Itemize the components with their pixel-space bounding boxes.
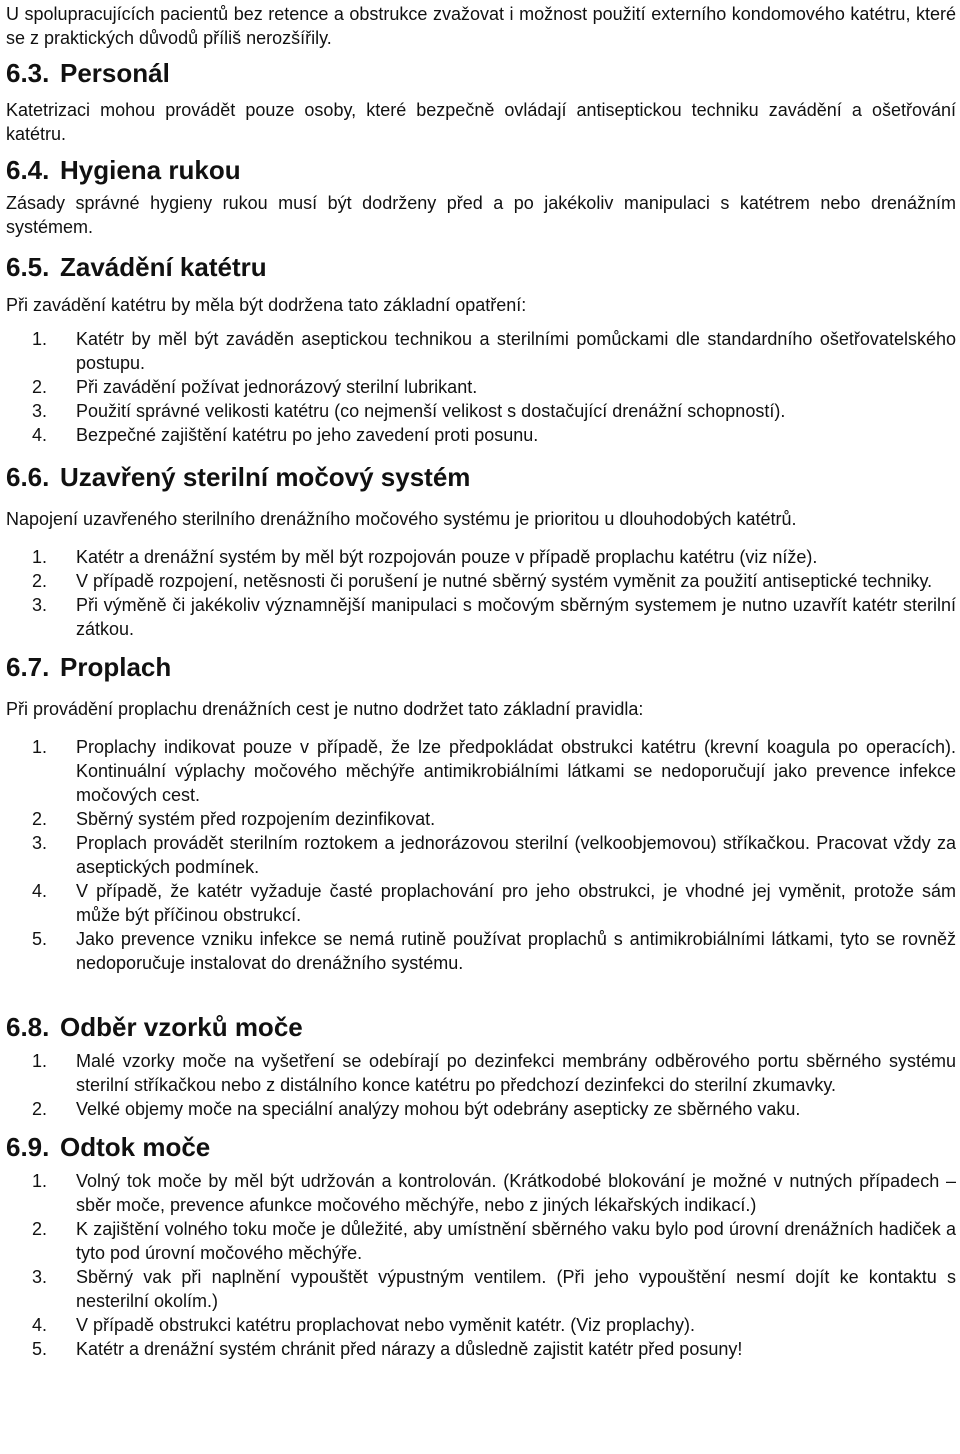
list-number: 1. [32,1051,48,1071]
list-number: 2. [32,377,48,397]
section-number: 6.6. [6,462,50,492]
section-title: Personál [60,58,170,88]
list-text: K zajištění volného toku moče je důležité, aby umístnění sběrného vaku bylo pod úrovní drenážních hadiček a tyto pod úrovní močového měchýře. [76,1219,956,1263]
list-number: 5. [32,929,48,949]
list-item [6,399,956,423]
list-item [6,735,956,807]
list-text: Při výměně či jakékoliv významnější manipulaci s močovým sběrným systemem je nutno uzavřít katétr sterilní zátkou. [76,595,956,639]
list-item [6,1217,956,1265]
list-number: 1. [32,547,48,567]
section-number: 6.5. [6,252,50,282]
list-number: 3. [32,401,48,421]
heading-6-5 [6,251,956,283]
section-title: Hygiena rukou [60,155,241,185]
list-number: 3. [32,1267,48,1287]
list-text: Katétr by měl být zaváděn aseptickou technikou a sterilními pomůckami dle standardního ošetřovatelského postupu. [76,329,956,373]
section-number: 6.3. [6,58,50,88]
document-page [6,0,956,1361]
section-6-8-list [6,1049,956,1121]
list-text: Sběrný systém před rozpojením dezinfikovat. [76,809,436,829]
list-text: Při zavádění požívat jednorázový sterilní lubrikant. [76,377,478,397]
section-6-5-intro: Při zavádění katétru by měla být dodržena tato základní opatření: [6,295,527,315]
list-text: Proplachy indikovat pouze v případě, že lze předpokládat obstrukci katétru (krevní koagula po operacích). Kontinuální výplachy močového měchýře antimikrobiálními látkami se nedoporučují jako prevence infekce močových cest. [76,737,956,805]
list-text: V případě obstrukci katétru proplachovat nebo vyměnit katétr. (Viz proplachy). [76,1315,695,1335]
list-item [6,375,956,399]
list-number: 1. [32,737,48,757]
section-title: Zavádění katétru [60,252,267,282]
heading-6-9 [6,1131,956,1163]
section-title: Uzavřený sterilní močový systém [60,462,471,492]
section-title: Odtok moče [60,1132,211,1162]
section-title: Odběr vzorků moče [60,1012,303,1042]
list-text: Proplach provádět sterilním roztokem a jednorázovou sterilní (velkoobjemovou) stříkačkou. Pracovat vždy za aseptických podmínek. [76,833,956,877]
list-text: Malé vzorky moče na vyšetření se odebírají po dezinfekci membrány odběrového portu sběrného systému sterilní stříkačkou nebo z distálního konce katétru po předchozí dezinfekci do sterilní zkumavky. [76,1051,956,1095]
section-number: 6.8. [6,1012,50,1042]
section-6-6-list [6,545,956,641]
list-text: Použití správné velikosti katétru (co nejmenší velikost s dostačující drenážní schopností). [76,401,786,421]
list-text: Bezpečné zajištění katétru po jeho zavedení proti posunu. [76,425,539,445]
list-item [6,1097,956,1121]
list-number: 1. [32,329,48,349]
list-text: Velké objemy moče na speciální analýzy mohou být odebrány asepticky ze sběrného vaku. [76,1099,801,1119]
list-number: 1. [32,1171,48,1191]
list-number: 4. [32,425,48,445]
list-text: Sběrný vak při naplnění vypouštět výpustným ventilem. (Při jeho vypouštění nesmí dojít ke kontaktu s nesterilní okolím.) [76,1267,956,1311]
list-item [6,569,956,593]
list-item [6,1049,956,1097]
list-item [6,831,956,879]
list-number: 2. [32,1099,48,1119]
list-text: V případě rozpojení, netěsnosti či porušení je nutné sběrný systém vyměnit za použití antiseptické techniky. [76,571,933,591]
list-item [6,545,956,569]
list-item [6,327,956,375]
section-6-4-text: Zásady správné hygieny rukou musí být dodrženy před a po jakékoliv manipulaci s katétrem nebo drenážním systémem. [6,193,956,237]
list-number: 2. [32,571,48,591]
section-6-7-intro: Při provádění proplachu drenážních cest je nutno dodržet tato základní pravidla: [6,699,644,719]
list-number: 5. [32,1339,48,1359]
list-number: 4. [32,881,48,901]
list-text: Volný tok moče by měl být udržován a kontrolován. (Krátkodobé blokování je možné v nutných případech – sběr moče, prevence afunkce močového měchýře, nebo z jiných lékařských indikací.) [76,1171,956,1215]
list-text: Katétr a drenážní systém by měl být rozpojován pouze v případě proplachu katétru (viz níže). [76,547,818,567]
list-item [6,1313,956,1337]
list-number: 3. [32,595,48,615]
section-number: 6.4. [6,155,50,185]
list-item [6,423,956,447]
section-6-7-list [6,735,956,975]
list-item [6,1265,956,1313]
list-number: 2. [32,1219,48,1239]
section-6-6-intro: Napojení uzavřeného sterilního drenážního močového systému je prioritou u dlouhodobých katétrů. [6,509,797,529]
heading-6-7 [6,651,956,683]
section-6-9-list [6,1169,956,1361]
list-item [6,1169,956,1217]
heading-6-8 [6,1011,956,1043]
section-number: 6.7. [6,652,50,682]
section-number: 6.9. [6,1132,50,1162]
heading-6-6 [6,461,956,493]
list-item [6,927,956,975]
list-number: 2. [32,809,48,829]
section-6-5-list [6,327,956,447]
list-text: Jako prevence vzniku infekce se nemá rutině používat proplachů s antimikrobiálními látkami, tyto se rovněž nedoporučuje instalovat do drenážního systému. [76,929,956,973]
section-title: Proplach [60,652,172,682]
list-item [6,1337,956,1361]
list-item [6,879,956,927]
list-number: 4. [32,1315,48,1335]
heading-6-3 [6,57,956,89]
list-text: V případě, že katétr vyžaduje časté proplachování pro jeho obstrukci, je vhodné jej vyměnit, protože sám může být příčinou obstrukcí. [76,881,956,925]
intro-paragraph: U spolupracujících pacientů bez retence a obstrukce zvažovat i možnost použití externího kondomového katétru, které se z praktických důvodů příliš nerozšířily. [6,4,956,48]
list-item [6,593,956,641]
section-6-3-text: Katetrizaci mohou provádět pouze osoby, které bezpečně ovládají antiseptickou techniku zavádění a ošetřování katétru. [6,100,956,144]
list-text: Katétr a drenážní systém chránit před nárazy a důsledně zajistit katétr před posuny! [76,1339,743,1359]
heading-6-4 [6,154,956,186]
list-item [6,807,956,831]
list-number: 3. [32,833,48,853]
